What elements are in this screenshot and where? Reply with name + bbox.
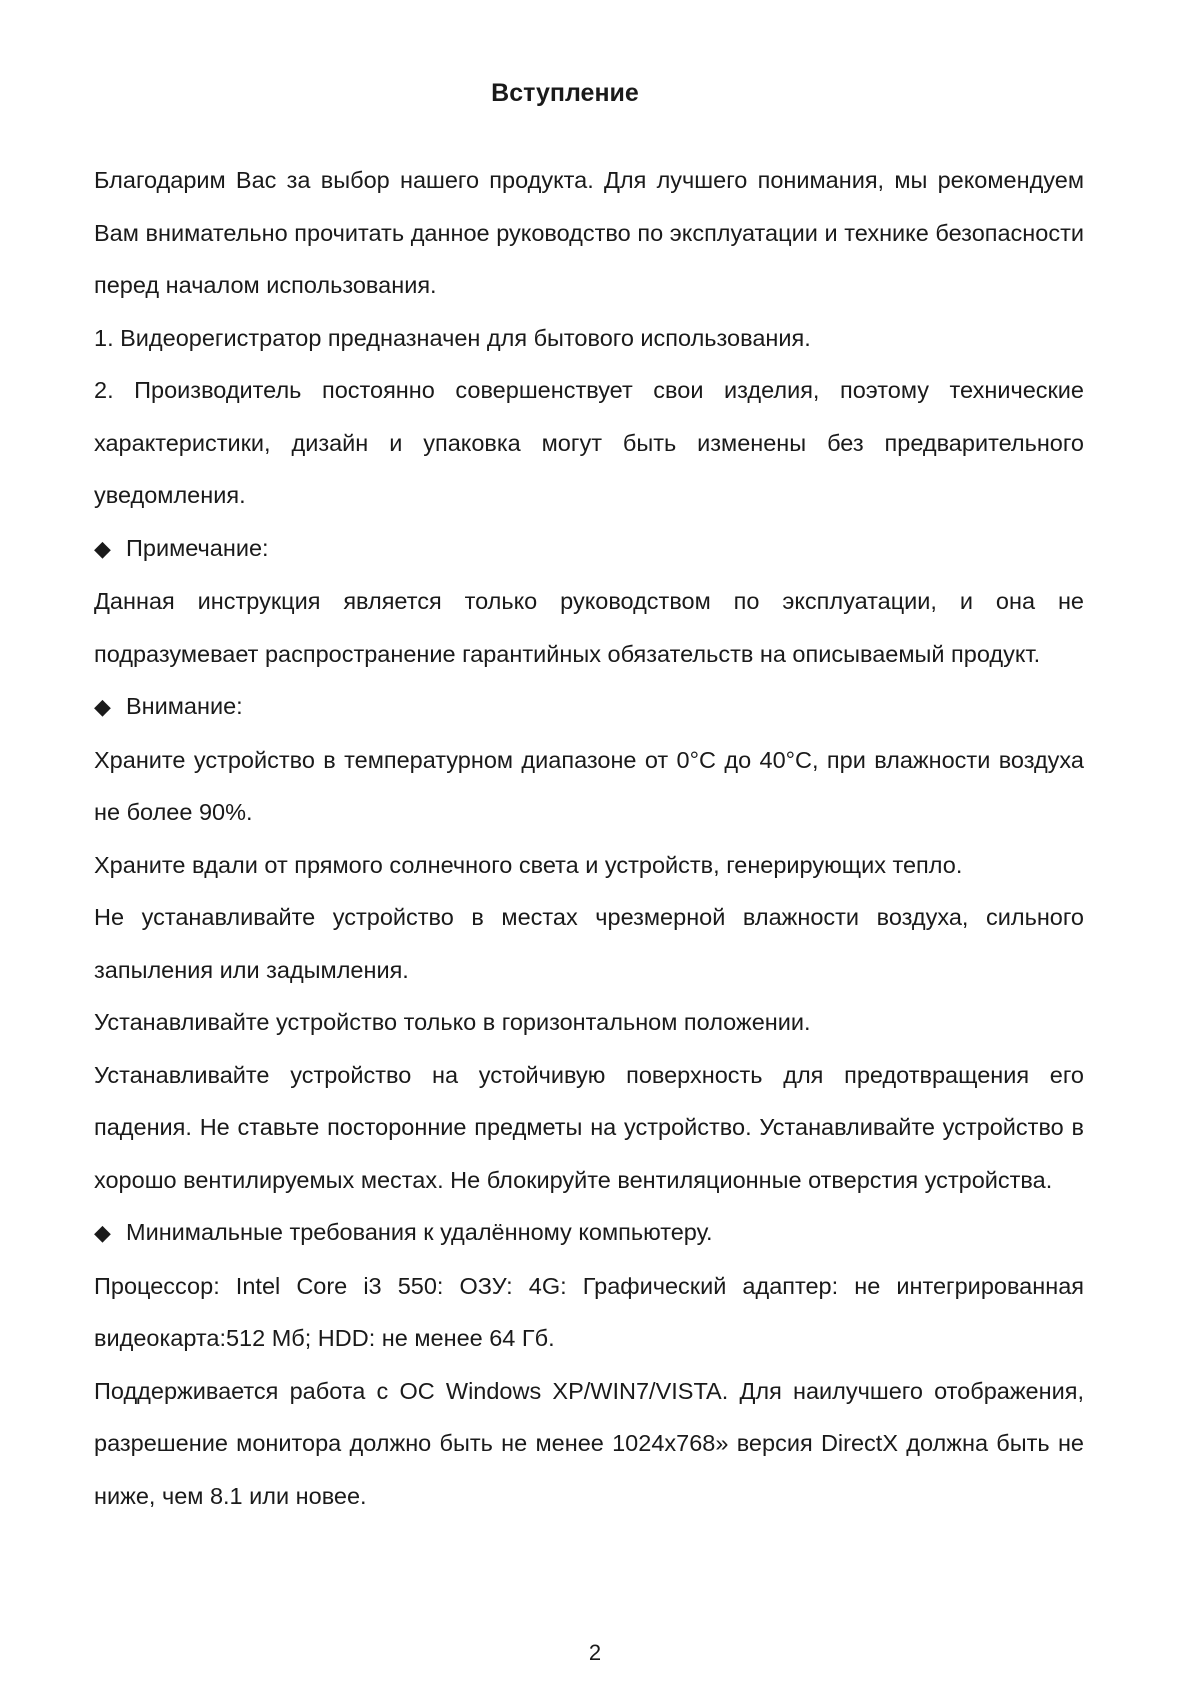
attention-paragraph-1: Храните устройство в температурном диапазоне от 0°С до 40°С, при влажности воздуха не более 90%.	[94, 746, 1084, 825]
attention-heading-text: Внимание:	[126, 693, 243, 719]
diamond-bullet-icon: ◆	[94, 1220, 111, 1245]
attention-paragraph-3: Не устанавливайте устройство в местах чрезмерной влажности воздуха, сильного запыления или задымления.	[94, 904, 1084, 983]
requirements-paragraph-2: Поддерживается работа с ОС Windows XP/WIN7/VISTA. Для наилучшего отображения, разрешение монитора должно быть не менее 1024x768» версия DirectX должна быть не ниже, чем 8.1 или новее.	[94, 1377, 1084, 1509]
page-number: 2	[588, 1640, 602, 1665]
diamond-bullet-icon: ◆	[94, 694, 111, 719]
requirements-heading-text: Минимальные требования к удалённому компьютеру.	[126, 1219, 713, 1245]
note-heading-text: Примечание:	[126, 534, 269, 561]
page-title: Вступление	[491, 79, 639, 107]
diamond-bullet-icon: ◆	[94, 535, 111, 561]
attention-paragraph-2: Храните вдали от прямого солнечного света и устройств, генерирующих тепло.	[94, 851, 963, 878]
attention-paragraph-4: Устанавливайте устройство только в горизонтальном положении.	[94, 1009, 811, 1035]
document-body	[94, 154, 1084, 1522]
note-paragraph: Данная инструкция является только руководством по эксплуатации, и она не подразумевает распространение гарантийных обязательств на описываемый продукт.	[94, 588, 1084, 667]
requirements-heading	[94, 1206, 1084, 1260]
intro-paragraph: Благодарим Вас за выбор нашего продукта. Для лучшего понимания, мы рекомендуем Вам внимательно прочитать данное руководство по эксплуатации и технике безопасности перед началом использования.	[94, 167, 1084, 298]
attention-heading	[94, 680, 1084, 734]
attention-paragraph-5: Устанавливайте устройство на устойчивую поверхность для предотвращения его падения. Не ставьте посторонние предметы на устройство. Устанавливайте устройство в хорошо вентилируемых местах. Не блокируйте вентиляционные отверстия устройства.	[94, 1061, 1084, 1193]
requirements-paragraph-1: Процессор: Intel Core i3 550: ОЗУ: 4G: Графический адаптер: не интегрированная видеокарта:512 Мб; HDD: не менее 64 Гб.	[94, 1272, 1084, 1351]
note-heading	[94, 522, 1084, 576]
item-1-paragraph: 1. Видеорегистратор предназначен для бытового использования.	[94, 324, 811, 351]
item-2-paragraph: 2. Производитель постоянно совершенствует свои изделия, поэтому технические характеристики, дизайн и упаковка могут быть изменены без предварительного уведомления.	[94, 377, 1084, 508]
